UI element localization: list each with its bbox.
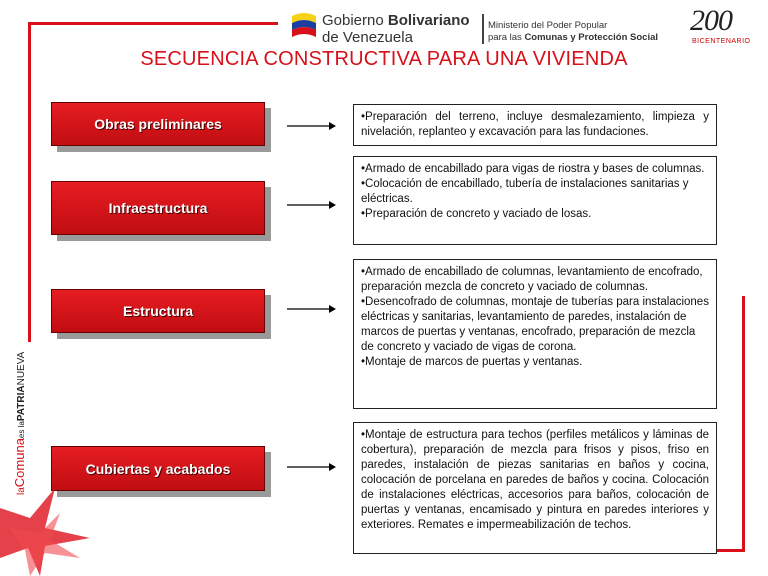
list-item: •Montaje de marcos de puertas y ventanas. (361, 356, 583, 368)
arrow-icon (287, 120, 337, 132)
arrow-icon (287, 199, 337, 211)
stage-description-infraestructura (353, 156, 717, 245)
stage-box-cubiertas-y-acabados: Cubiertas y acabados (51, 446, 265, 491)
arrow-icon (287, 461, 337, 473)
arrow-icon (287, 303, 337, 315)
page-title: SECUENCIA CONSTRUCTIVA PARA UNA VIVIENDA (140, 48, 628, 70)
header-separator (482, 14, 484, 44)
ministry-name-line1: Ministerio del Poder Popular (488, 20, 608, 31)
list-item: •Preparación del terreno, incluye desmalezamiento, limpieza y nivelación, replanteo y excavación para las fundaciones. (361, 111, 709, 138)
government-name-line2: de Venezuela (322, 29, 413, 46)
red-star-icon (0, 478, 120, 576)
ministry-name-line2: para las Comunas y Protección Social (488, 32, 659, 43)
list-item: •Montaje de estructura para techos (perfiles metálicos y láminas de cobertura), preparación de mezcla para frisos y pisos, friso en paredes, instalación de piezas sanitarias en baños y cocina, colocación de porcelana en paredes de baños y cocina. Colocación de instalaciones eléctricas, accesorios para baños, colocación de puertas y ventanas, encamisado y pintura en paredes interiores y exteriores. Remates e impermeabilización de techos. (361, 429, 709, 531)
stage-box-obras-preliminares: Obras preliminares (51, 102, 265, 146)
frame-line-right (742, 296, 745, 550)
stage-description-obras-preliminares (353, 104, 717, 146)
side-slogan: laComunaes laPATRIANUEVA (12, 351, 27, 495)
list-item: •Preparación de concreto y vaciado de losas. (361, 208, 592, 220)
venezuela-flag-icon (290, 10, 318, 42)
stage-description-estructura (353, 259, 717, 409)
stage-box-estructura: Estructura (51, 289, 265, 333)
list-item: •Colocación de encabillado, tubería de instalaciones sanitarias y eléctricas. (361, 178, 689, 205)
list-item: •Desencofrado de columnas, montaje de tuberías para instalaciones eléctricas y sanitarias, levantamiento de paredes, instalación de marcos de puertas y ventanas, encofrado, preparación de mezcla de concreto y vaciado de vigas de corona. (361, 296, 709, 353)
list-item: •Armado de encabillado de columnas, levantamiento de encofrado, preparación mezcla de concreto y vaciado de columnas. (361, 266, 703, 293)
frame-line-top (28, 22, 278, 25)
stage-box-infraestructura: Infraestructura (51, 181, 265, 235)
stage-description-cubiertas-y-acabados (353, 422, 717, 554)
bicentenario-label: BICENTENARIO (692, 38, 751, 45)
bicentenario-number: 200 (690, 4, 732, 37)
government-header (290, 6, 760, 46)
government-name-line1: Gobierno Bolivariano (322, 12, 470, 29)
bicentenario-logo (686, 6, 760, 50)
list-item: •Armado de encabillado para vigas de riostra y bases de columnas. (361, 163, 705, 175)
